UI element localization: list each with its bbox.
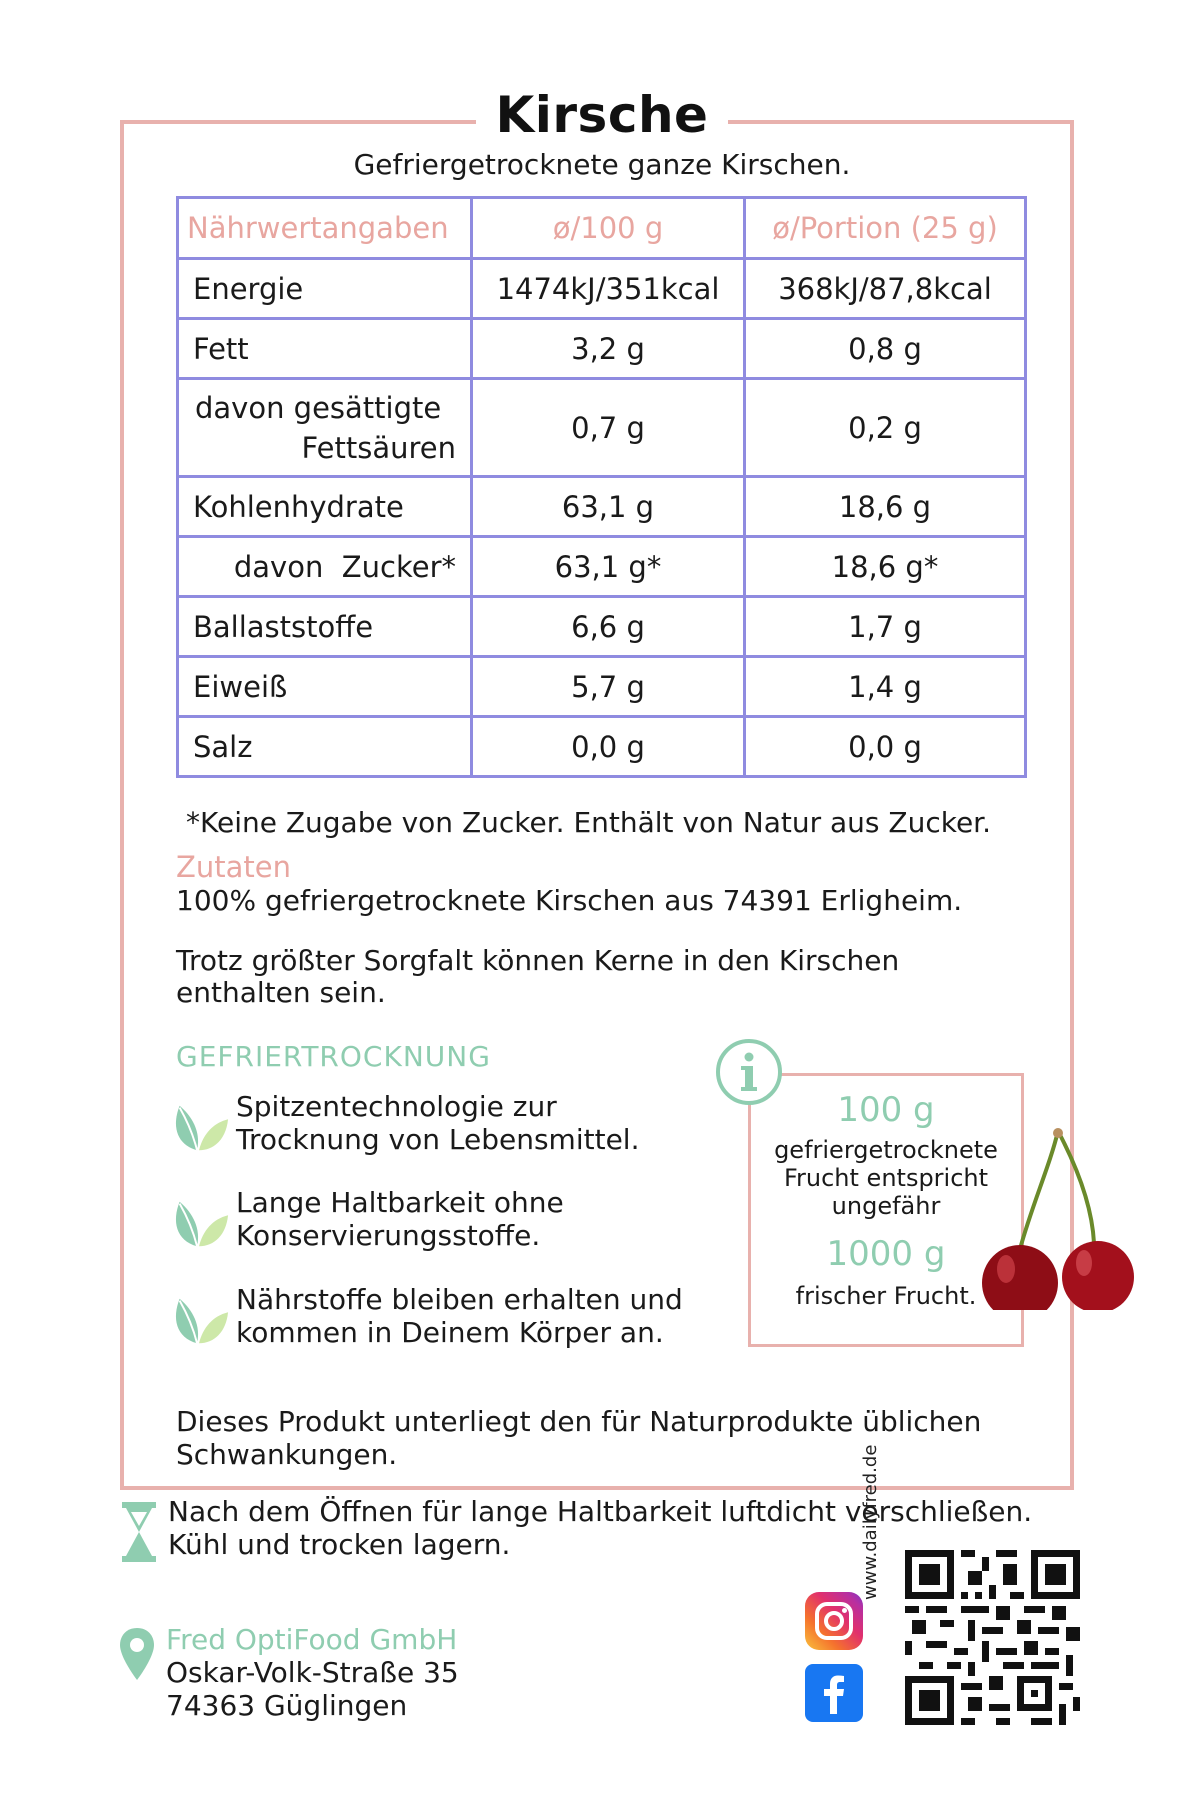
value-per-100g: 0,7 g — [472, 379, 745, 477]
table-row — [178, 477, 1026, 537]
cherries-illustration — [980, 1125, 1160, 1310]
freeze-drying-heading: GEFRIERTROCKNUNG — [176, 1040, 491, 1073]
value-per-portion: 0,2 g — [745, 379, 1026, 477]
value-per-portion: 1,4 g — [745, 657, 1026, 717]
feature-text — [236, 1090, 736, 1156]
table-row — [178, 717, 1026, 777]
sugar-footnote: *Keine Zugabe von Zucker. Enthält von Natur aus Zucker. — [186, 806, 992, 839]
table-row — [178, 657, 1026, 717]
table-row — [178, 379, 1026, 477]
company-address — [166, 1623, 459, 1722]
value-per-100g: 63,1 g* — [472, 537, 745, 597]
company-street: Oskar-Volk-Straße 35 — [166, 1656, 459, 1689]
variation-note-line1: Dieses Produkt unterliegt den für Naturprodukte üblichen — [176, 1405, 982, 1438]
table-header-row — [178, 198, 1026, 259]
company-city: 74363 Güglingen — [166, 1689, 408, 1722]
instagram-icon[interactable] — [805, 1592, 863, 1650]
table-row — [178, 537, 1026, 597]
value-per-portion: 368kJ/87,8kcal — [745, 259, 1026, 319]
feature-text — [236, 1283, 736, 1349]
row-label: Energie — [178, 259, 472, 319]
feature-line: Spitzentechnologie zur — [236, 1090, 557, 1123]
feature-line: kommen in Deinem Körper an. — [236, 1316, 664, 1349]
row-label: Salz — [178, 717, 472, 777]
column-header-per-100g: ø/100 g — [472, 198, 745, 259]
table-row — [178, 259, 1026, 319]
storage-instructions — [168, 1495, 1032, 1561]
website-url[interactable]: www.dailyfred.de — [860, 1444, 881, 1600]
row-label-line2: Fettsäuren — [301, 430, 456, 465]
ingredients-heading: Zutaten — [176, 850, 291, 884]
qr-code[interactable] — [905, 1550, 1080, 1725]
table-row — [178, 597, 1026, 657]
row-label-line1: davon gesättigte — [195, 390, 442, 425]
value-per-100g: 0,0 g — [472, 717, 745, 777]
value-per-100g: 6,6 g — [472, 597, 745, 657]
value-per-100g: 3,2 g — [472, 319, 745, 379]
pit-warning-line2: enthalten sein. — [176, 976, 386, 1009]
info-line: frischer Frucht. — [795, 1282, 977, 1310]
nutrition-table — [176, 196, 1027, 778]
info-line: Frucht entspricht — [783, 1164, 989, 1192]
feature-line: Nährstoffe bleiben erhalten und — [236, 1283, 683, 1316]
info-line: ungefähr — [831, 1192, 941, 1220]
title-text: Kirsche — [476, 86, 729, 144]
feature-line: Konservierungsstoffe. — [236, 1219, 541, 1252]
hourglass-icon — [120, 1500, 158, 1564]
column-header-per-portion: ø/Portion (25 g) — [745, 198, 1026, 259]
value-per-portion: 0,8 g — [745, 319, 1026, 379]
value-per-portion: 18,6 g* — [745, 537, 1026, 597]
value-per-portion: 18,6 g — [745, 477, 1026, 537]
row-label: davon Zucker* — [178, 537, 472, 597]
facebook-icon[interactable] — [805, 1664, 863, 1722]
feature-line: Lange Haltbarkeit ohne — [236, 1186, 564, 1219]
value-per-100g: 1474kJ/351kcal — [472, 259, 745, 319]
subtitle: Gefriergetrocknete ganze Kirschen. — [353, 148, 851, 181]
leaf-icon — [168, 1192, 230, 1254]
feature-text — [236, 1186, 736, 1252]
page-title — [0, 86, 1204, 144]
value-per-100g: 63,1 g — [472, 477, 745, 537]
row-label: Fett — [178, 319, 472, 379]
table-row — [178, 319, 1026, 379]
fresh-amount: 1000 g — [826, 1234, 946, 1274]
info-icon — [714, 1037, 784, 1107]
row-label: Eiweiß — [178, 657, 472, 717]
feature-line: Trocknung von Lebensmittel. — [236, 1123, 640, 1156]
company-name: Fred OptiFood GmbH — [166, 1623, 458, 1656]
row-label: Kohlenhydrate — [178, 477, 472, 537]
variation-note-line2: Schwankungen. — [176, 1438, 398, 1471]
storage-line: Nach dem Öffnen für lange Haltbarkeit luftdicht verschließen. — [168, 1495, 1033, 1528]
pit-warning-line1: Trotz größter Sorgfalt können Kerne in den Kirschen — [176, 944, 900, 977]
value-per-portion: 1,7 g — [745, 597, 1026, 657]
location-pin-icon — [118, 1626, 156, 1682]
ingredients-text: 100% gefriergetrocknete Kirschen aus 74391 Erligheim. — [176, 884, 963, 917]
column-header-nutrients: Nährwertangaben — [178, 198, 472, 259]
row-label: Ballaststoffe — [178, 597, 472, 657]
storage-line: Kühl und trocken lagern. — [168, 1528, 511, 1561]
row-label — [178, 379, 472, 477]
info-line: gefriergetrocknete — [774, 1136, 998, 1164]
dried-amount: 100 g — [837, 1090, 935, 1130]
value-per-portion: 0,0 g — [745, 717, 1026, 777]
leaf-icon — [168, 1289, 230, 1351]
leaf-icon — [168, 1096, 230, 1158]
value-per-100g: 5,7 g — [472, 657, 745, 717]
